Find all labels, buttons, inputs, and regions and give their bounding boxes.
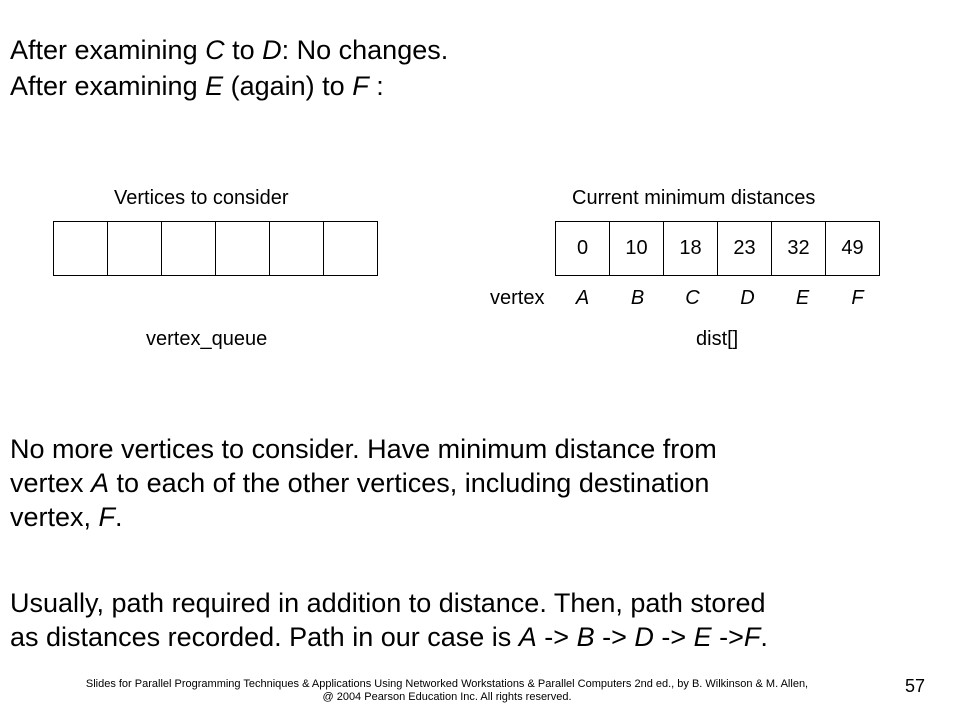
title-text: :	[368, 71, 384, 101]
vertex-label: B	[630, 287, 645, 309]
vertex-label: E	[795, 287, 810, 309]
title-line-1	[10, 32, 448, 68]
para-line: Usually, path required in addition to distance. Then, path stored	[10, 588, 766, 618]
queue-cell	[107, 221, 162, 276]
footer-copyright	[12, 678, 882, 704]
paragraph-2	[10, 586, 768, 654]
vertex-label-row	[555, 287, 885, 310]
footer-line: Slides for Parallel Programming Techniques & Applications Using Networked Workstations & Parallel Computers 2nd ed., by B. Wilkinson & M. Allen,	[85, 678, 809, 690]
vertex-label: F	[851, 287, 864, 309]
title-text: to	[224, 35, 263, 65]
footer-line: @ 2004 Pearson Education Inc. All rights reserved.	[322, 691, 572, 703]
path-vertex: D	[634, 622, 654, 652]
path-vertex: A	[518, 622, 537, 652]
para-line: vertex, F.	[10, 502, 123, 532]
dist-cell: 23	[717, 221, 772, 276]
queue-cell	[53, 221, 108, 276]
dist-cell: 18	[663, 221, 718, 276]
path-arrow: ->	[536, 622, 577, 652]
queue-cell	[269, 221, 324, 276]
path-vertex: E	[693, 622, 712, 652]
paragraph-1	[10, 432, 717, 534]
path-arrow: ->	[711, 622, 744, 652]
vertex-f: F	[98, 502, 116, 532]
queue-cell	[161, 221, 216, 276]
title-text: After examining	[10, 35, 206, 65]
title-line-2	[10, 68, 384, 104]
vertex-c: C	[205, 35, 225, 65]
queue-name: vertex_queue	[146, 328, 268, 350]
dist-cell: 10	[609, 221, 664, 276]
title-text: After examining	[10, 71, 206, 101]
dist-name: dist[]	[696, 328, 739, 350]
vertex-d: D	[262, 35, 282, 65]
vertex-queue-array	[53, 221, 378, 276]
para-line: vertex A to each of the other vertices, including destination	[10, 468, 710, 498]
dist-cell: 49	[825, 221, 880, 276]
path-arrow: ->	[594, 622, 635, 652]
dist-array	[555, 221, 880, 276]
dist-caption: Current minimum distances	[572, 187, 816, 209]
para-line: as distances recorded. Path in our case is A -> B -> D -> E ->F.	[10, 622, 768, 652]
vertex-label: A	[575, 287, 590, 309]
vertex-label: C	[685, 287, 700, 309]
dist-cell: 0	[555, 221, 610, 276]
title-text: : No changes.	[281, 35, 449, 65]
queue-cell	[215, 221, 270, 276]
vertex-e: E	[205, 71, 224, 101]
title-text: (again) to	[223, 71, 353, 101]
queue-cell	[323, 221, 378, 276]
queue-caption: Vertices to consider	[114, 187, 289, 209]
vertex-a: A	[91, 468, 110, 498]
path-vertex: F	[743, 622, 761, 652]
vertex-f: F	[352, 71, 369, 101]
path-arrow: ->	[653, 622, 694, 652]
dist-cell: 32	[771, 221, 826, 276]
path-vertex: B	[576, 622, 595, 652]
page-number: 57	[905, 676, 926, 696]
para-line: No more vertices to consider. Have minimum distance from	[10, 434, 717, 464]
vertex-label: D	[740, 287, 755, 309]
vertex-row-label: vertex	[490, 287, 545, 309]
